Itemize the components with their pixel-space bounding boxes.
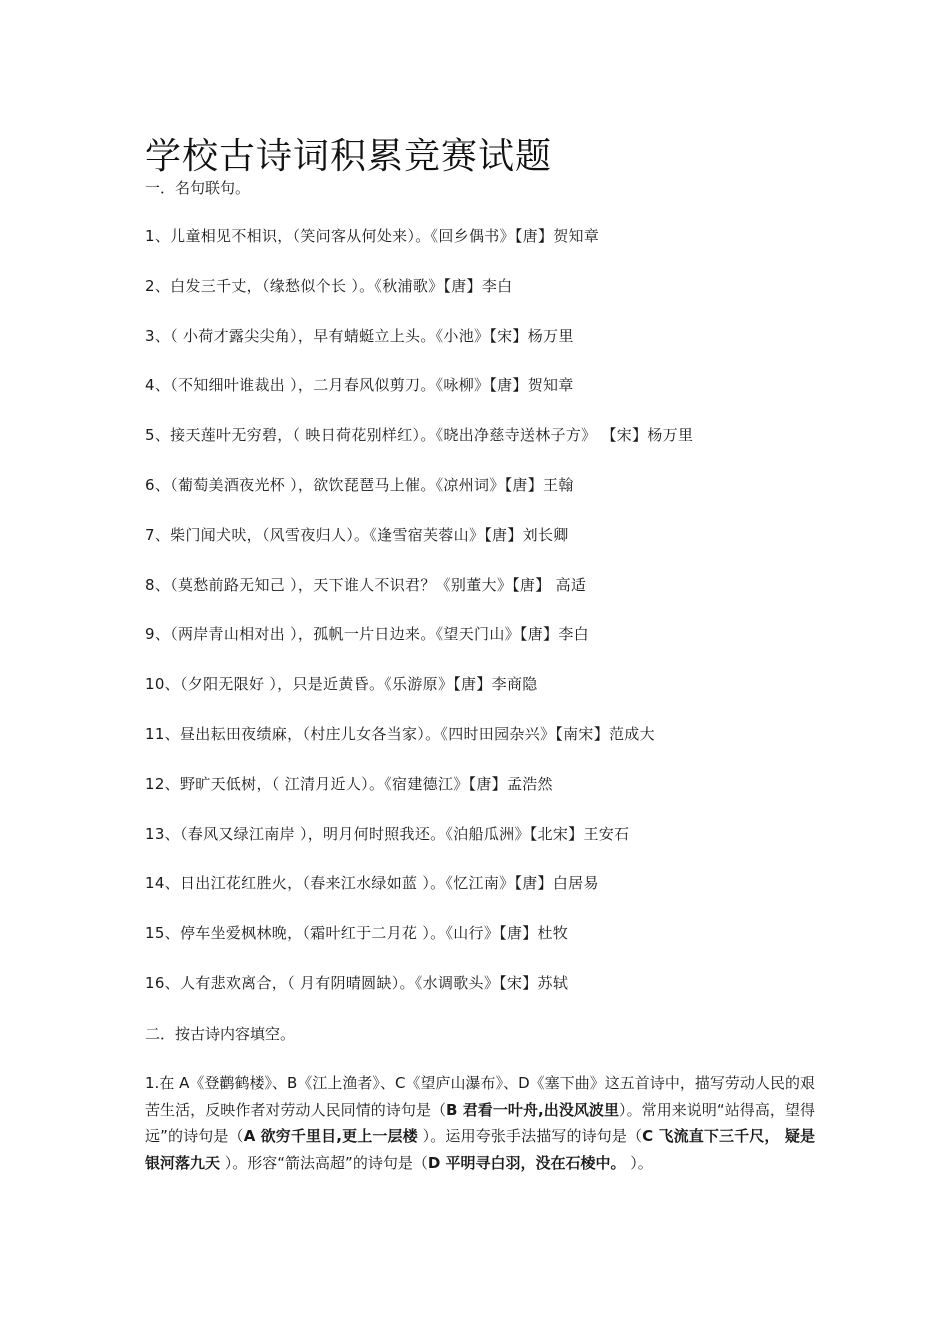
page-title: 学校古诗词积累竞赛试题 [145, 136, 553, 177]
list-item: 3、（ 小荷才露尖尖角），早有蜻蜓立上头。《小池》【宋】杨万里 [145, 326, 574, 345]
list-item: 1、儿童相见不相识，（笑问客从何处来）。《回乡偶书》【唐】贺知章 [145, 227, 600, 245]
question-text: ）。形容“箭法高超”的诗句是（ [220, 1153, 428, 1172]
list-item: 5、接天莲叶无穷碧，（ 映日荷花别样红）。《晓出净慈寺送林子方》 【宋】杨万里 [145, 426, 694, 445]
list-item: 13、（春风又绿江南岸 ），明月何时照我还。《泊船瓜洲》【北宋】王安石 [145, 824, 630, 843]
list-item: 16、人有悲欢离合，（ 月有阴晴圆缺）。《水调歌头》【宋】苏轼 [145, 973, 569, 992]
question-text: ）。 [625, 1153, 653, 1172]
question-text: ）。运用夸张手法描写的诗句是（ [417, 1127, 643, 1145]
list-item: 12、野旷天低树，（ 江清月近人）。《宿建德江》【唐】孟浩然 [145, 774, 553, 793]
list-item: 11、昼出耘田夜绩麻，（村庄儿女各当家）。《四时田园杂兴》【南宋】范成大 [145, 724, 655, 743]
question-text: ）。常用来说明“站得高，望得远”的诗句是（ [145, 1100, 815, 1145]
list-item: 15、停车坐爱枫林晚，（霜叶红于二月花 ）。《山行》【唐】杜牧 [145, 924, 569, 943]
section-2-heading: 二．按古诗内容填空。 [145, 1025, 296, 1043]
list-item: 4、（不知细叶谁裁出 ），二月春风似剪刀。《咏柳》【唐】贺知章 [145, 376, 574, 395]
list-item: 2、白发三千丈，（缘愁似个长 ）。《秋浦歌》【唐】李白 [145, 276, 513, 295]
answer-text: D 平明寻白羽，没在石棱中。 [427, 1153, 626, 1172]
question-1-paragraph [145, 1070, 815, 1176]
couplet-list [145, 225, 845, 1022]
list-item: 7、柴门闻犬吠，（风雪夜归人）。《逢雪宿芙蓉山》【唐】刘长卿 [145, 525, 569, 544]
answer-text: A 欲穷千里目,更上一层楼 [243, 1127, 418, 1145]
answer-text: C 飞流直下三千尺， 疑是银河落九天 [145, 1127, 815, 1172]
question-text: 1.在 A《登鹳鹤楼》、B《江上渔者》、C《望庐山瀑布》、D《塞下曲》这五首诗中，描写劳动人民的艰苦生活，反映作者对劳动人民同情的诗句是（ [145, 1074, 815, 1119]
list-item: 8、（莫愁前路无知己 ），天下谁人不识君？《别董大》【唐】 高适 [145, 575, 587, 594]
section-1-heading: 一．名句联句。 [145, 179, 251, 197]
answer-text: B 君看一叶舟,出没风波里 [446, 1100, 620, 1119]
list-item: 14、日出江花红胜火，（春来江水绿如蓝 ）。《忆江南》【唐】白居易 [145, 874, 599, 893]
list-item: 6、（葡萄美酒夜光杯 ），欲饮琵琶马上催。《凉州词》【唐】王翰 [145, 475, 574, 494]
list-item: 9、（两岸青山相对出 ），孤帆一片日边来。《望天门山》【唐】李白 [145, 625, 589, 644]
list-item: 10、（夕阳无限好 ），只是近黄昏。《乐游原》【唐】李商隐 [145, 675, 538, 694]
